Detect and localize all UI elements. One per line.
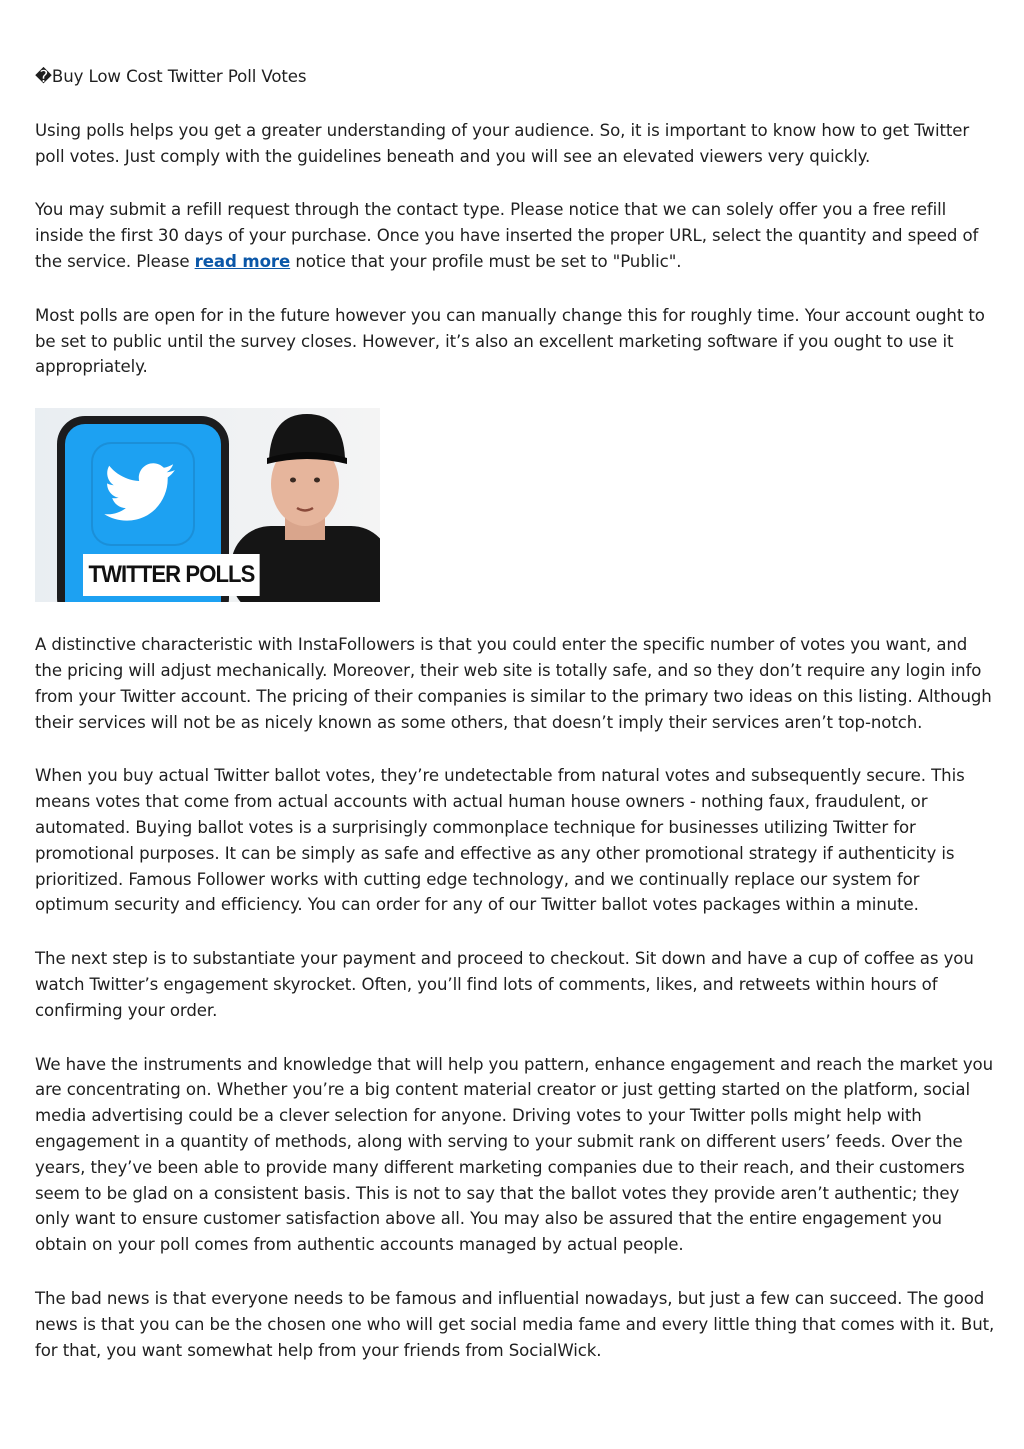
person-left-eye [290,478,296,483]
article-body [35,64,995,1391]
read-more-link[interactable]: read more [194,251,291,271]
paragraph-5: When you buy actual Twitter ballot votes, they’re undetectable from natural votes and subsequently secure. This means votes that come from actual accounts with actual human house owners - nothing faux, fraudulent, or automated. Buying ballot votes is a surprisingly commonplace technique for businesses utilizing Twitter for promotional purposes. It can be simply as safe and effective as any other promotional strategy if authenticity is prioritized. Famous Follower works with cutting edge technology, and we continually replace our system for optimum security and efficiency. You can order for any of our Twitter ballot votes packages within a minute. [35,766,965,915]
twitter-polls-image [35,408,380,602]
article-title [35,64,995,90]
title-text: Buy Low Cost Twitter Poll Votes [51,67,307,86]
paragraph-1: Using polls helps you get a greater understanding of your audience. So, it is important to know how to get Twitter poll votes. Just comply with the guidelines beneath and you will see an elevated viewers very quickly. [35,120,970,166]
title-glyph: � [35,67,52,86]
paragraph-4: A distinctive characteristic with InstaFollowers is that you could enter the specific number of votes you want, and the pricing will adjust mechanically. Moreover, their web site is totally safe, and so they don’t require any login info from your Twitter account. The pricing of their companies is similar to the primary two ideas on this listing. Although their services will not be as nicely known as some others, that doesn’t imply their services aren’t top-notch. [35,635,992,732]
image-caption-label: TWITTER POLLS [83,554,260,596]
paragraph-2-start: You may submit a refill request through the contact type. Please notice that we can solely offer you a free refill inside the first 30 days of your purchase. Once you have inserted the proper URL, select the quantity and speed of the service. Please [35,200,979,271]
paragraph-7: We have the instruments and knowledge that will help you pattern, enhance engagement and reach the market you are concentrating on. Whether you’re a big content material creator or just getting started on the platform, social media advertising could be a clever selection for anyone. Driving votes to your Twitter polls might help with engagement in a quantity of methods, along with serving to your submit rank on different users’ feeds. Over the years, they’ve been able to provide many different marketing companies due to their reach, and their customers seem to be glad on a consistent basis. This is not to say that the ballot votes they provide aren’t authentic; they only want to ensure customer satisfaction above all. You may also be assured that the entire engagement you obtain on your poll comes from authentic accounts managed by actual people. [35,1054,994,1255]
paragraph-2-end: notice that your profile must be set to "Public". [290,251,682,271]
paragraph-3: Most polls are open for in the future however you can manually change this for roughly time. Your account ought to be set to public until the survey closes. However, it’s also an excellent marketing software if you ought to use it appropriately. [35,305,985,377]
paragraph-6: The next step is to substantiate your payment and proceed to checkout. Sit down and have a cup of coffee as you watch Twitter’s engagement skyrocket. Often, you’ll find lots of comments, likes, and retweets within hours of confirming your order. [35,949,974,1020]
paragraph-8: The bad news is that everyone needs to be famous and influential nowadays, but just a few can succeed. The good news is that you can be the chosen one who will get social media fame and every little thing that comes with it. But, for that, you want somewhat help from your friends from SocialWick. [35,1288,995,1360]
paragraph-2 [35,197,995,274]
person-right-eye [314,478,320,483]
